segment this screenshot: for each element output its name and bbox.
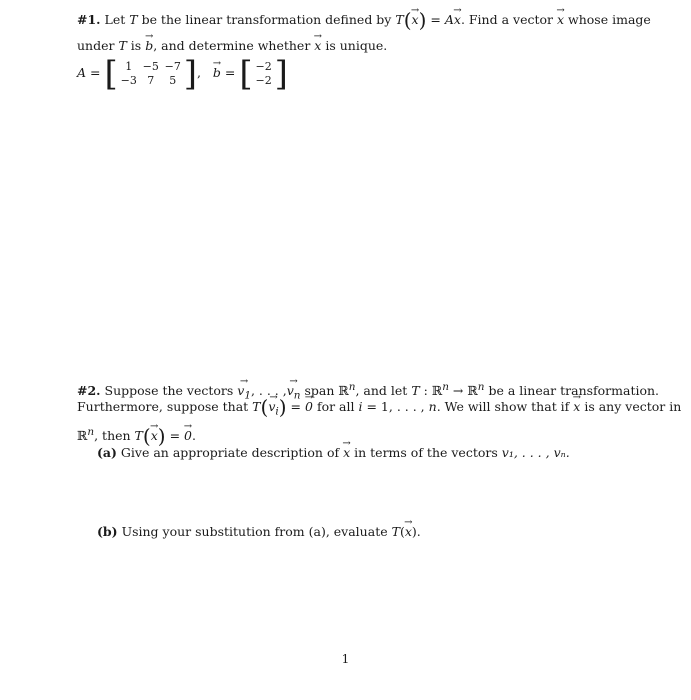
vector-x: → x	[151, 427, 158, 445]
vector-zero: → 0	[184, 427, 192, 445]
part-a-label: (a)	[97, 445, 117, 460]
text: for all	[316, 399, 355, 414]
text: Using your substitution from (a), evaluate	[121, 524, 388, 539]
paren: )	[278, 395, 287, 419]
vector-b: → b	[145, 37, 153, 55]
symbol-T: T	[411, 383, 420, 399]
matrix-cell: −7	[164, 59, 181, 73]
text: , then	[94, 428, 131, 444]
part-b: (b) Using your substitution from (a), evaluate T(→ x).	[97, 523, 421, 541]
vector-zero: → 0	[305, 398, 313, 416]
paren: )	[157, 424, 166, 449]
text: is unique.	[325, 38, 388, 53]
subscript: 1	[244, 389, 251, 402]
symbol-T: T	[129, 12, 138, 27]
problem1-line2	[77, 37, 387, 55]
n: n	[348, 381, 356, 393]
text: , and let	[355, 383, 408, 399]
text: is	[130, 38, 142, 53]
vector-x: → x	[454, 11, 461, 29]
problem1-number: #1.	[77, 12, 101, 27]
n: n	[477, 381, 485, 393]
bracket: ]	[274, 53, 288, 94]
text: , and determine whether	[153, 38, 311, 53]
paren: (	[403, 8, 412, 32]
vector-sequence: v₁, . . . , vₙ.	[501, 445, 570, 460]
vector-vi	[268, 398, 278, 421]
v: v	[286, 383, 294, 399]
text: Let	[104, 12, 126, 27]
equals: =	[224, 65, 236, 80]
problem2-line2	[77, 395, 682, 421]
text: Give an appropriate description of	[120, 445, 340, 460]
vector-cell: −2	[255, 73, 272, 87]
paren: (	[260, 395, 269, 419]
n: n	[87, 426, 95, 438]
part-b-label: (b)	[97, 524, 118, 539]
vector-b-values	[239, 53, 288, 94]
matrix-cell: −5	[142, 59, 159, 73]
v: v	[237, 383, 245, 399]
n: n	[442, 381, 449, 393]
paren: (	[142, 424, 151, 449]
equals: =	[169, 428, 181, 444]
matrix-cell: 1	[125, 59, 133, 73]
colon: :	[423, 383, 428, 399]
symbol-T: T	[395, 12, 404, 27]
reals: ℝ	[431, 383, 443, 399]
text: = 1, . . . ,	[366, 399, 425, 414]
symbol-T: T	[134, 428, 143, 444]
page-number: 1	[341, 652, 350, 666]
vector-b: → b	[213, 56, 221, 90]
vector-x: → x	[343, 444, 350, 462]
problem2-number: #2.	[77, 383, 101, 399]
text: . Find a vector	[460, 12, 553, 27]
arrow: →	[452, 383, 464, 399]
matrix-label: A =	[77, 65, 101, 80]
text: Suppose the vectors	[104, 383, 234, 399]
symbol-T: T	[391, 524, 400, 539]
matrix-cell: 5	[169, 73, 177, 87]
symbol-T: T	[118, 38, 127, 53]
n: n	[428, 399, 437, 414]
part-a	[97, 444, 570, 462]
reals: ℝ	[338, 383, 349, 399]
matrix-cell: −3	[120, 73, 137, 87]
vector-x: → x	[405, 523, 412, 541]
reals: ℝ	[77, 428, 88, 444]
vector-x: → x	[573, 398, 580, 416]
text: in terms of the vectors	[354, 445, 498, 460]
reals: ℝ	[467, 383, 478, 399]
matrix-cell: 7	[147, 73, 155, 87]
problem1-line1	[77, 8, 651, 32]
text: span	[304, 383, 335, 399]
v: v	[268, 399, 276, 414]
problem2-line3: ℝ$^n$, then T(→ x) = → 0.	[77, 423, 196, 445]
subscript: n	[293, 389, 301, 402]
vector-grid	[253, 60, 275, 88]
symbol-A: A	[444, 12, 454, 27]
dots: , . . . ,	[250, 383, 287, 399]
equals: =	[290, 399, 302, 414]
matrix-grid	[118, 60, 184, 88]
text: is any vector in	[584, 399, 682, 414]
text: Furthermore, suppose that	[77, 399, 249, 414]
bracket: ]	[183, 53, 197, 94]
vector-x: → x	[314, 37, 321, 55]
symbol-T: T	[252, 399, 261, 414]
bracket: [	[239, 53, 253, 94]
paren: )	[418, 8, 427, 32]
text: be a linear transformation.	[488, 383, 660, 399]
index-i: i	[358, 399, 363, 414]
text: under	[77, 38, 115, 53]
text: whose image	[568, 12, 651, 27]
vector-cell: −2	[255, 59, 272, 73]
text: . We will show that if	[436, 399, 570, 414]
vector-x: → x	[412, 11, 419, 29]
bracket: [	[104, 53, 118, 94]
text: be the linear transformation defined by	[141, 12, 392, 27]
problem1-matrices: A = [ 1 −5 −7 −3 7 5 ] , → b = [ −2 −2 ]	[77, 56, 288, 91]
subscript: i	[275, 405, 279, 418]
matrix-A	[104, 53, 197, 94]
vector-x: → x	[557, 11, 564, 29]
equals: =	[430, 12, 441, 27]
